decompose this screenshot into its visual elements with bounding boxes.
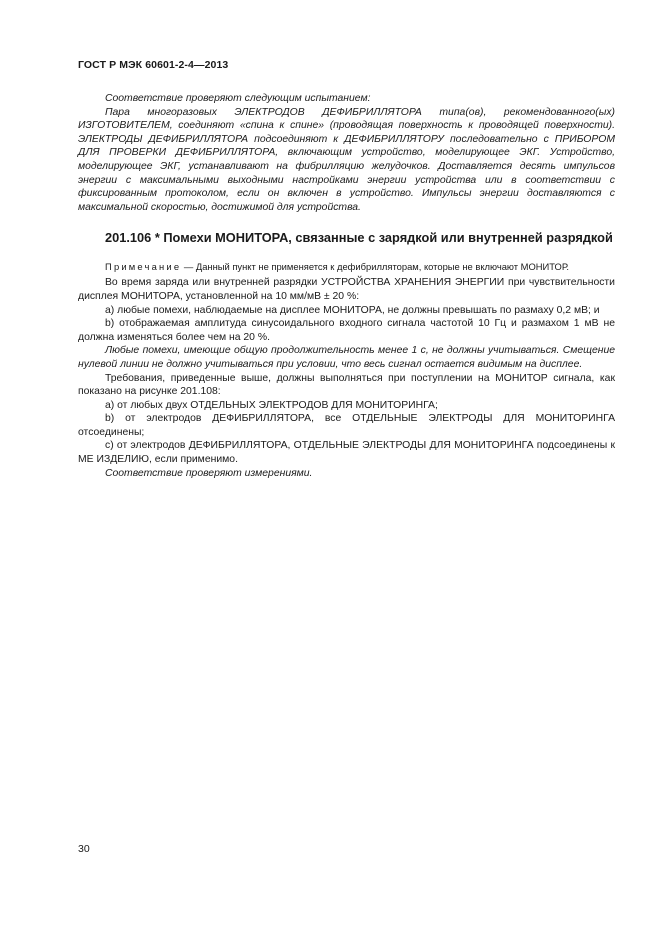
list-item-b: b) отображаемая амплитуда синусоидального входного сигнала частотой 10 Гц и размахом 1 мВ не должна изменяться более чем на 20 %. — [78, 318, 615, 343]
compliance-measurement: Соответствие проверяют измерениями. — [105, 467, 313, 479]
disturbance-note: Любые помехи, имеющие общую продолжительность менее 1 с, не должны учитываться. Смещение нулевой линии не должно учитываться при условии, что весь сигнал остается видимым на дисплее. — [78, 345, 615, 370]
body-paragraph-requirements: Требования, приведенные выше, должны выполняться при поступлении на МОНИТОР сигнала, как показано на рисунке 201.108: — [78, 372, 615, 398]
note-text: — Данный пункт не применяется к дефибрилляторам, которые не включают МОНИТОР. — [181, 260, 569, 272]
list-item-monitoring-a: a) от любых двух ОТДЕЛЬНЫХ ЭЛЕКТРОДОВ ДЛЯ МОНИТОРИНГА; — [105, 399, 438, 411]
test-procedure-paragraph: Пара многоразовых ЭЛЕКТРОДОВ ДЕФИБРИЛЛЯТОРА типа(ов), рекомендованного(ых) ИЗГОТОВИТЕЛЕМ, соединяют «спина к спине» (проводящая поверхность к проводящей поверхности). ЭЛЕКТРОДЫ ДЕФИБРИЛЛЯТОРА подсоединяют к ДЕФИБРИЛЛЯТОРУ последовательно с ПРИБОРОМ ДЛЯ ПРОВЕРКИ ДЕФИБРИЛЛЯТОРА, включающим устройство, моделирующее ЭКГ. Устройство, моделирующее ЭКГ, устанавливают на фибрилляцию желудочков. Доставляется десять импульсов энергии с максимальными выходными настройками энергии устройства или в соответствии с фиксированным протоколом, если он включен в устройство. Импульсы энергии доставляются с максимальной скоростью, достижимой для устройства. — [78, 106, 615, 213]
compliance-intro: Соответствие проверяют следующим испытанием: — [105, 93, 371, 104]
list-item-a: a) любые помехи, наблюдаемые на дисплее МОНИТОРА, не должны превышать по размаху 0,2 мВ; и — [105, 304, 600, 316]
list-item-monitoring-b: b) от электродов ДЕФИБРИЛЛЯТОРА, все ОТДЕЛЬНЫЕ ЭЛЕКТРОДЫ ДЛЯ МОНИТОРИНГА отсоединены; — [78, 413, 615, 438]
document-header: ГОСТ Р МЭК 60601-2-4—2013 — [78, 59, 229, 71]
note-label: Примечание — [105, 260, 182, 272]
list-item-monitoring-c: c) от электродов ДЕФИБРИЛЛЯТОРА, ОТДЕЛЬНЫЕ ЭЛЕКТРОДЫ ДЛЯ МОНИТОРИНГА подсоединены к МЕ ИЗДЕЛИЮ, если применимо. — [78, 440, 615, 466]
page-content — [78, 92, 615, 480]
body-paragraph-charge: Во время заряда или внутренней разрядки УСТРОЙСТВА ХРАНЕНИЯ ЭНЕРГИИ при чувствительности дисплея МОНИТОРА, установленной на 10 мм/мВ ± 20 %: — [78, 277, 615, 302]
note-paragraph — [78, 261, 615, 274]
section-title: 201.106 * Помехи МОНИТОРА, связанные с зарядкой или внутренней разрядкой — [105, 230, 613, 246]
page-number: 30 — [78, 843, 90, 855]
